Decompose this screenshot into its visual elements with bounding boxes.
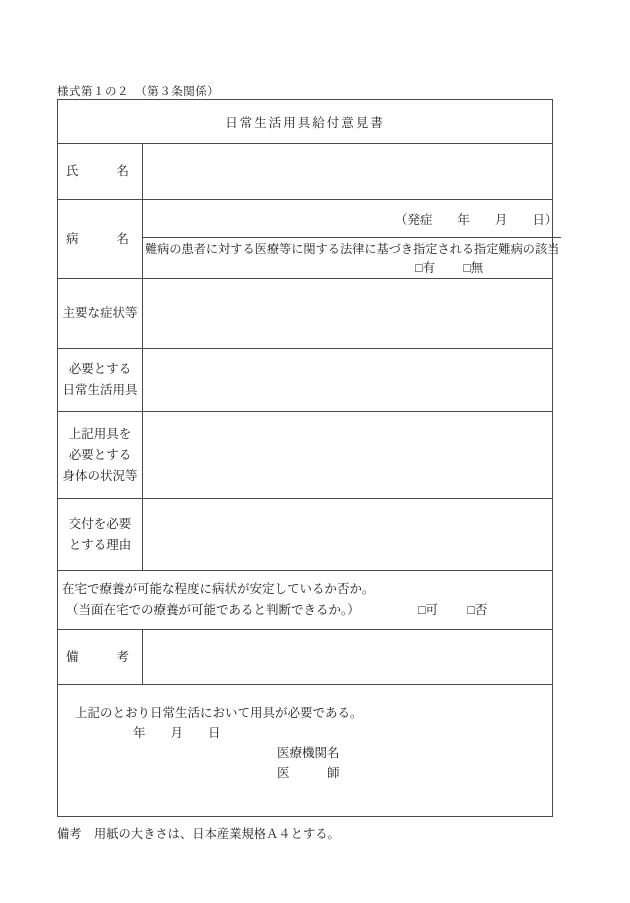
reason-label-line-1: 交付を必要 [68,516,132,531]
disease-label-left: 病 [66,231,79,246]
form-title: 日常生活用具給付意見書 [225,115,385,130]
physical-condition-label-line-3: 身体の状況等 [62,468,138,483]
physical-condition-label-line-1: 上記用具を [68,426,132,441]
disease-label-right: 名 [116,231,129,246]
remarks-label-left: 備 [66,649,79,664]
declaration-date-line: 年 月 日 [133,726,221,740]
form-code-text: 様式第１の２ （第３条関係） [57,86,220,98]
equipment-row [58,348,552,411]
remarks-row [58,629,552,684]
name-row [58,143,552,199]
home-care-line2 [58,600,552,621]
physical-condition-value-cell [143,412,552,498]
title-row [58,100,552,143]
disease-row [58,199,560,278]
symptoms-label: 主要な症状等 [62,306,138,320]
home-care-question-line1: 在宅で療養が可能な程度に病状が安定しているか否か。 [62,582,375,596]
disease-label [58,229,142,250]
equipment-label-line-1: 必要とする [68,362,132,376]
disease-checkbox-yes: □有 [415,261,436,275]
disease-label-cell [58,200,143,278]
reason-label-line-2: とする理由 [68,537,132,552]
remarks-label-cell [58,630,143,684]
physical-condition-label-cell [58,412,143,498]
physical-condition-label-line-2: 必要とする [68,447,132,462]
name-label-cell [58,144,143,199]
declaration-doctor-label: 医 師 [277,766,340,780]
declaration-row [58,684,552,816]
symptoms-label-cell [58,279,143,348]
disease-checkbox-no: □無 [463,261,484,275]
equipment-label-line-2: 日常生活用具 [62,383,138,397]
home-care-checkbox-no: □否 [467,603,488,617]
disease-content-cell [143,200,561,278]
declaration-institution-label: 医療機関名 [277,746,340,760]
name-label [58,161,142,182]
home-care-row [58,570,552,629]
home-care-checkbox-ok: □可 [418,603,439,617]
symptoms-value-cell [143,279,552,348]
equipment-value-cell [143,349,552,411]
home-care-question-line2: （当面在宅での療養が可能であると判断できるか。） [66,603,360,617]
home-care-checkboxes [418,600,487,621]
designated-disease-block [143,237,561,278]
disease-onset-text: （発症 年 月 日） [394,212,558,227]
symptoms-row [58,278,552,348]
designated-disease-checkboxes [143,259,561,278]
remarks-label-right: 考 [116,649,129,664]
name-label-left: 氏 [66,164,79,178]
declaration-statement: 上記のとおり日常生活において用具が必要である。 [75,706,363,720]
designated-disease-text: 難病の患者に対する医療等に関する法律に基づき指定される指定難病の該当 [145,242,560,256]
reason-label-cell [58,499,143,570]
remarks-value-cell [143,630,552,684]
name-label-right: 名 [116,164,129,178]
reason-row [58,498,552,570]
physical-condition-row [58,411,552,498]
footer-note: 備考 用紙の大きさは、日本産業規格Ａ４とする。 [57,827,340,841]
name-value-cell [143,144,552,199]
reason-value-cell [143,499,552,570]
remarks-label [58,647,142,668]
form-table [57,99,560,817]
equipment-label-cell [58,349,143,411]
